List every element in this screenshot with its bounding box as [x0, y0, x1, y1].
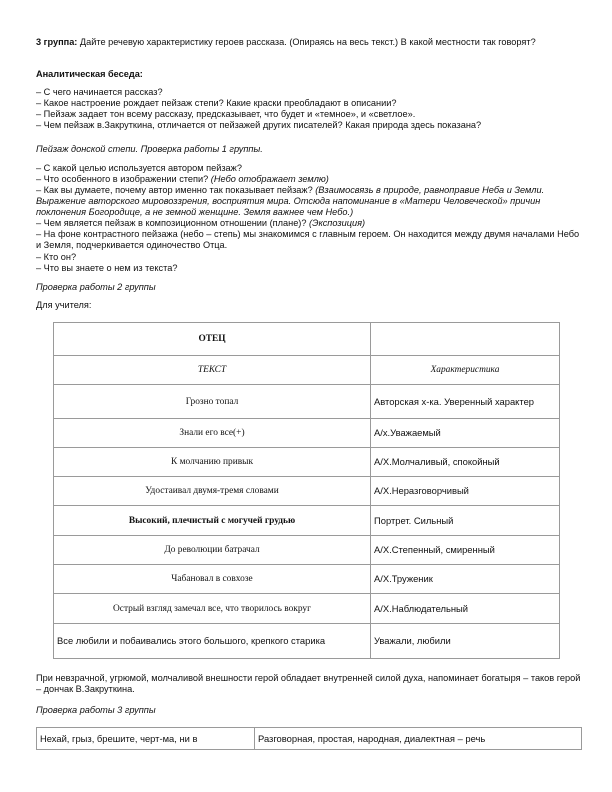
table-cell-text: До революции батрачал — [54, 536, 371, 565]
table-cell-char: А/Х.Неразговорчивый — [371, 477, 560, 506]
speech-words-cell: Нехай, грыз, брешите, черт-ма, ни в — [37, 728, 255, 750]
check1-q2-answer: (Небо отображает землю) — [210, 174, 329, 184]
table-cell-char: А/Х.Труженик — [371, 565, 560, 594]
check1-q4-answer: (Экспозиция) — [309, 218, 366, 228]
table-row — [54, 565, 560, 594]
table-cell-char: Портрет. Сильный — [371, 506, 560, 536]
table-row — [54, 448, 560, 477]
table-cell-text: Знали его все(+) — [54, 419, 371, 448]
question-2: – Какое настроение рождает пейзаж степи? Какие краски преобладают в описании? — [36, 98, 397, 108]
analytic-heading: Аналитическая беседа: — [36, 69, 143, 79]
check1-heading: Пейзаж донской степи. Проверка работы 1 группы. — [36, 144, 263, 154]
check1-q3 — [36, 185, 582, 219]
task3-text: Дайте речевую характеристику героев рассказа. (Опираясь на весь текст.) В какой местности так говорят? — [77, 37, 536, 47]
check2-heading: Проверка работы 2 группы — [36, 282, 156, 292]
question-4: – Чем пейзаж в.Закруткина, отличается от пейзажей других писателей? Какая природа здесь показана? — [36, 120, 482, 130]
father-table — [53, 322, 560, 659]
task3-label: 3 группа: — [36, 37, 78, 47]
check1-q3-question: – Как вы думаете, почему автор именно так показывает пейзаж? — [36, 185, 316, 195]
father-table-header-row — [54, 356, 560, 385]
table-cell-char: А/Х.Степенный, смиренный — [371, 536, 560, 565]
father-table-col-text: ТЕКСТ — [54, 356, 371, 385]
father-table-col-char: Характеристика — [371, 356, 560, 385]
table-cell-text: Чабановал в совхозе — [54, 565, 371, 594]
for-teacher-label: Для учителя: — [36, 300, 92, 310]
table-cell-text: Удостаивал двумя-тремя словами — [54, 477, 371, 506]
table-row — [54, 506, 560, 536]
table-row — [54, 624, 560, 659]
table-cell-text: Высокий, плечистый с могучей грудью — [54, 506, 371, 536]
check3-heading: Проверка работы 3 группы — [36, 705, 156, 715]
check1-q4-question: – Чем является пейзаж в композиционном отношении (плане)? — [36, 218, 310, 228]
table-cell-char: А/Х.Наблюдательный — [371, 594, 560, 624]
table-cell-char: Уважали, любили — [371, 624, 560, 659]
table-cell-char: Авторская х-ка. Уверенный характер — [371, 385, 560, 419]
table-row — [54, 419, 560, 448]
check1-q3-answer: (Взаимосвязь в природе, равноправие Неба и Земли. Выражение авторского мировоззрения, восприятия мира. Отсюда напоминание в «Матери Человеческой» причин поклонения Богородице, а не земной женщине. Земля важнее чем Небо.) — [36, 185, 545, 218]
speech-table — [36, 727, 582, 750]
table-row — [54, 385, 560, 419]
table-cell-char: А/х.Уважаемый — [371, 419, 560, 448]
check1-q6: – Кто он? — [36, 252, 77, 262]
father-table-title-row — [54, 323, 560, 356]
table-cell-text: Все любили и побаивались этого большого, крепкого старика — [54, 624, 371, 659]
check1-q5: – На фоне контрастного пейзажа (небо – степь) мы знакомимся с главным героем. Он находится между двумя началами Небо и Земля, подчеркивается одиночество Отца. — [36, 229, 580, 251]
table-row — [54, 477, 560, 506]
table-row — [54, 536, 560, 565]
check1-q2-question: – Что особенного в изображении степи? — [36, 174, 211, 184]
table-cell-text: Грозно топал — [54, 385, 371, 419]
task3-paragraph — [36, 37, 582, 48]
table-cell-char: А/Х.Молчаливый, спокойный — [371, 448, 560, 477]
speech-characteristic-cell: Разговорная, простая, народная, диалектная – речь — [255, 728, 582, 750]
table-row — [37, 728, 582, 750]
table-cell-text: Острый взгляд замечал все, что творилось вокруг — [54, 594, 371, 624]
table-cell-text: К молчанию привык — [54, 448, 371, 477]
father-table-title: ОТЕЦ — [54, 323, 371, 356]
check1-q1: – С какой целью используется автором пейзаж? — [36, 163, 242, 173]
question-3: – Пейзаж задает тон всему рассказу, предсказывает, что будет и «темное», и «светлое». — [36, 109, 416, 119]
table-row — [54, 594, 560, 624]
check1-q2 — [36, 174, 582, 185]
question-1: – С чего начинается рассказ? — [36, 87, 163, 97]
check1-q4 — [36, 218, 582, 229]
check1-q7: – Что вы знаете о нем из текста? — [36, 263, 178, 273]
conclusion-paragraph: При невзрачной, угрюмой, молчаливой внешности герой обладает внутренней силой духа, напоминает богатыря – таков герой – дончак В.Закруткина. — [36, 673, 581, 695]
father-table-title-empty-cell — [371, 323, 560, 356]
